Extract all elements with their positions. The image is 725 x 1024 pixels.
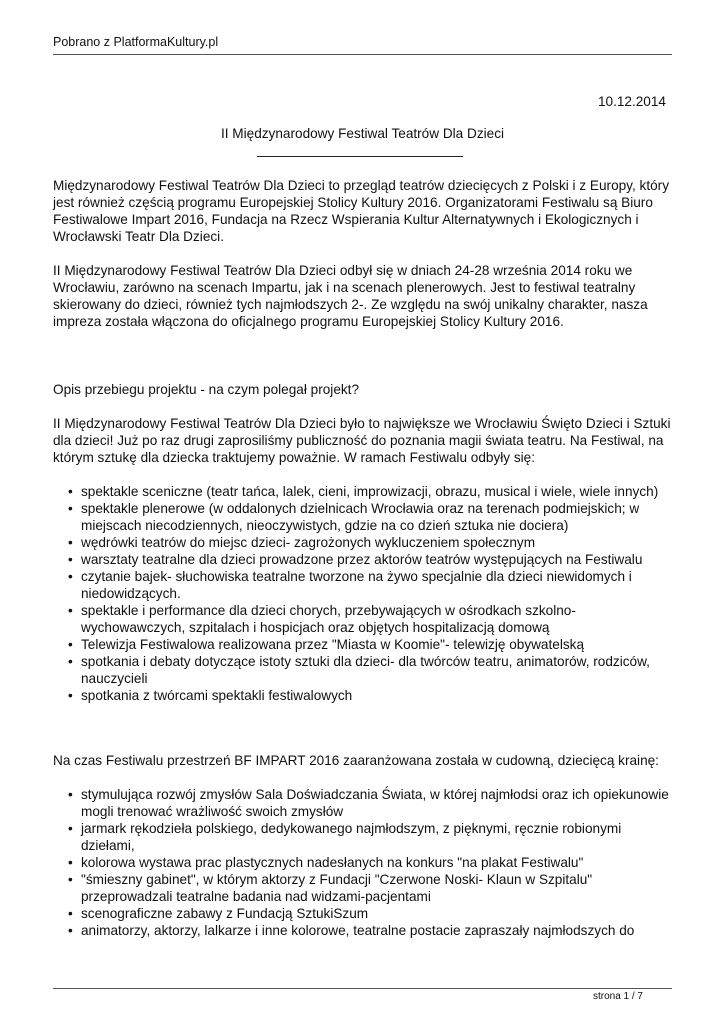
list-item — [68, 636, 673, 653]
bullet-icon: • — [68, 569, 73, 584]
list-item — [68, 653, 673, 687]
paragraph-project-description: II Międzynarodowy Festiwal Teatrów Dla Dzieci było to największe we Wrocławiu Święto Dzieci i Sztuki dla dzieci! Już po raz drugi zaprosiliśmy publiczność do poznania magii świata teatru. Na Festiwal, na którym sztukę dla dziecka traktujemy poważnie. W ramach Festiwalu odbyły się: — [53, 416, 671, 465]
bullet-icon: • — [68, 484, 73, 499]
bullet-icon: • — [68, 787, 73, 802]
list-item-text: "śmieszny gabinet", w którym aktorzy z Fundacji "Czerwone Noski- Klaun w Szpitalu" przeprowadzali teatralne badania nad widzami-pacjentami — [81, 872, 593, 904]
list-item-text: spektakle plenerowe (w oddalonych dzielnicach Wrocławia oraz na terenach podmiejskich; w miejscach niecodziennych, nieoczywistych, gdzie na co dzień sztuka nie dociera) — [81, 501, 640, 533]
bullet-icon: • — [68, 855, 73, 870]
bullet-icon: • — [68, 821, 73, 836]
list-item-text: spotkania z twórcami spektakli festiwalowych — [81, 688, 353, 703]
list-item-text: animatorzy, aktorzy, lalkarze i inne kolorowe, teatralne postacie zapraszały najmłodszych do — [81, 923, 635, 938]
list-item — [68, 820, 673, 854]
bullet-icon: • — [68, 906, 73, 921]
header-divider — [53, 54, 672, 55]
paragraph-festival-details: II Międzynarodowy Festiwal Teatrów Dla Dzieci odbył się w dniach 24-28 września 2014 roku we Wrocławiu, zarówno na scenach Impartu, jak i na scenach plenerowych. Jest to festiwal teatralny skierowany do dzieci, również tych najmłodszych 2-. Ze względu na swój unikalny charakter, nasza impreza została włączona do oficjalnego programu Europejskiej Stolicy Kultury 2016. — [53, 263, 648, 329]
bullet-icon: • — [68, 535, 73, 550]
list-item — [68, 500, 673, 534]
list-item-text: warsztaty teatralne dla dzieci prowadzone przez aktorów teatrów występujących na Festiwalu — [81, 552, 643, 567]
footer-divider — [53, 988, 672, 989]
list-item-text: wędrówki teatrów do miejsc dzieci- zagrożonych wykluczeniem społecznym — [81, 535, 536, 550]
list-item — [68, 786, 673, 820]
bullet-icon: • — [68, 872, 73, 887]
list-item-text: jarmark rękodzieła polskiego, dedykowanego najmłodszym, z pięknymi, ręcznie robionymi dziełami, — [81, 821, 622, 853]
bullet-icon: • — [68, 637, 73, 652]
document-title: II Międzynarodowy Festiwal Teatrów Dla Dzieci — [220, 126, 505, 141]
events-list — [53, 483, 673, 704]
document-date: 10.12.2014 — [597, 94, 666, 109]
list-item — [68, 871, 673, 905]
list-item — [68, 568, 673, 602]
list-item-text: spektakle i performance dla dzieci chorych, przebywających w ośrodkach szkolno-wychowawczych, szpitalach i hospicjach oraz objętych hospitalizacją domową — [81, 603, 576, 635]
list-item — [68, 905, 673, 922]
list-item — [68, 687, 673, 704]
list-item-text: stymulująca rozwój zmysłów Sala Doświadczania Świata, w której najmłodsi oraz ich opiekunowie mogli trenować wrażliwość swoich zmysłów — [81, 787, 669, 819]
list-item — [68, 483, 673, 500]
list-item — [68, 534, 673, 551]
list-item-text: spektakle sceniczne (teatr tańca, lalek, cieni, improwizacji, obrazu, musical i wiele, wiele innych) — [81, 484, 659, 499]
list-item — [68, 551, 673, 568]
paragraph-space-intro: Na czas Festiwalu przestrzeń BF IMPART 2016 zaaranżowana została w cudowną, dziecięcą krainę: — [53, 753, 659, 768]
list-item — [68, 602, 673, 636]
paragraph-intro: Międzynarodowy Festiwal Teatrów Dla Dzieci to przegląd teatrów dziecięcych z Polski i z Europy, który jest również częścią programu Europejskiej Stolicy Kultury 2016. Organizatorami Festiwalu są Biuro Festiwalowe Impart 2016, Fundacja na Rzecz Wspierania Kultur Alternatywnych i Ekologicznych i Wrocławski Teatr Dla Dzieci. — [53, 178, 669, 244]
bullet-icon: • — [68, 603, 73, 618]
list-item-text: Telewizja Festiwalowa realizowana przez "Miasta w Koomie"- telewizję obywatelską — [81, 637, 585, 652]
list-item-text: kolorowa wystawa prac plastycznych nadesłanych na konkurs "na plakat Festiwalu" — [81, 855, 584, 870]
document-body — [53, 177, 673, 939]
list-item-text: spotkania i debaty dotyczące istoty sztuki dla dzieci- dla twórców teatru, animatorów, rodziców, nauczycieli — [81, 654, 650, 686]
bullet-icon: • — [68, 501, 73, 516]
bullet-icon: • — [68, 552, 73, 567]
space-list — [53, 786, 673, 939]
bullet-icon: • — [68, 688, 73, 703]
list-item-text: czytanie bajek- słuchowiska teatralne tworzone na żywo specjalnie dla dzieci niewidomych i niedowidzących. — [81, 569, 632, 601]
list-item — [68, 854, 673, 871]
bullet-icon: • — [68, 923, 73, 938]
bullet-icon: • — [68, 654, 73, 669]
title-underline — [257, 156, 463, 157]
page-number: strona 1 / 7 — [592, 991, 643, 1002]
project-question: Opis przebiegu projektu - na czym polegał projekt? — [53, 382, 360, 397]
list-item-text: scenograficzne zabawy z Fundacją SztukiSzum — [81, 906, 369, 921]
page-header-source: Pobrano z PlatformaKultury.pl — [53, 35, 219, 49]
list-item — [68, 922, 673, 939]
